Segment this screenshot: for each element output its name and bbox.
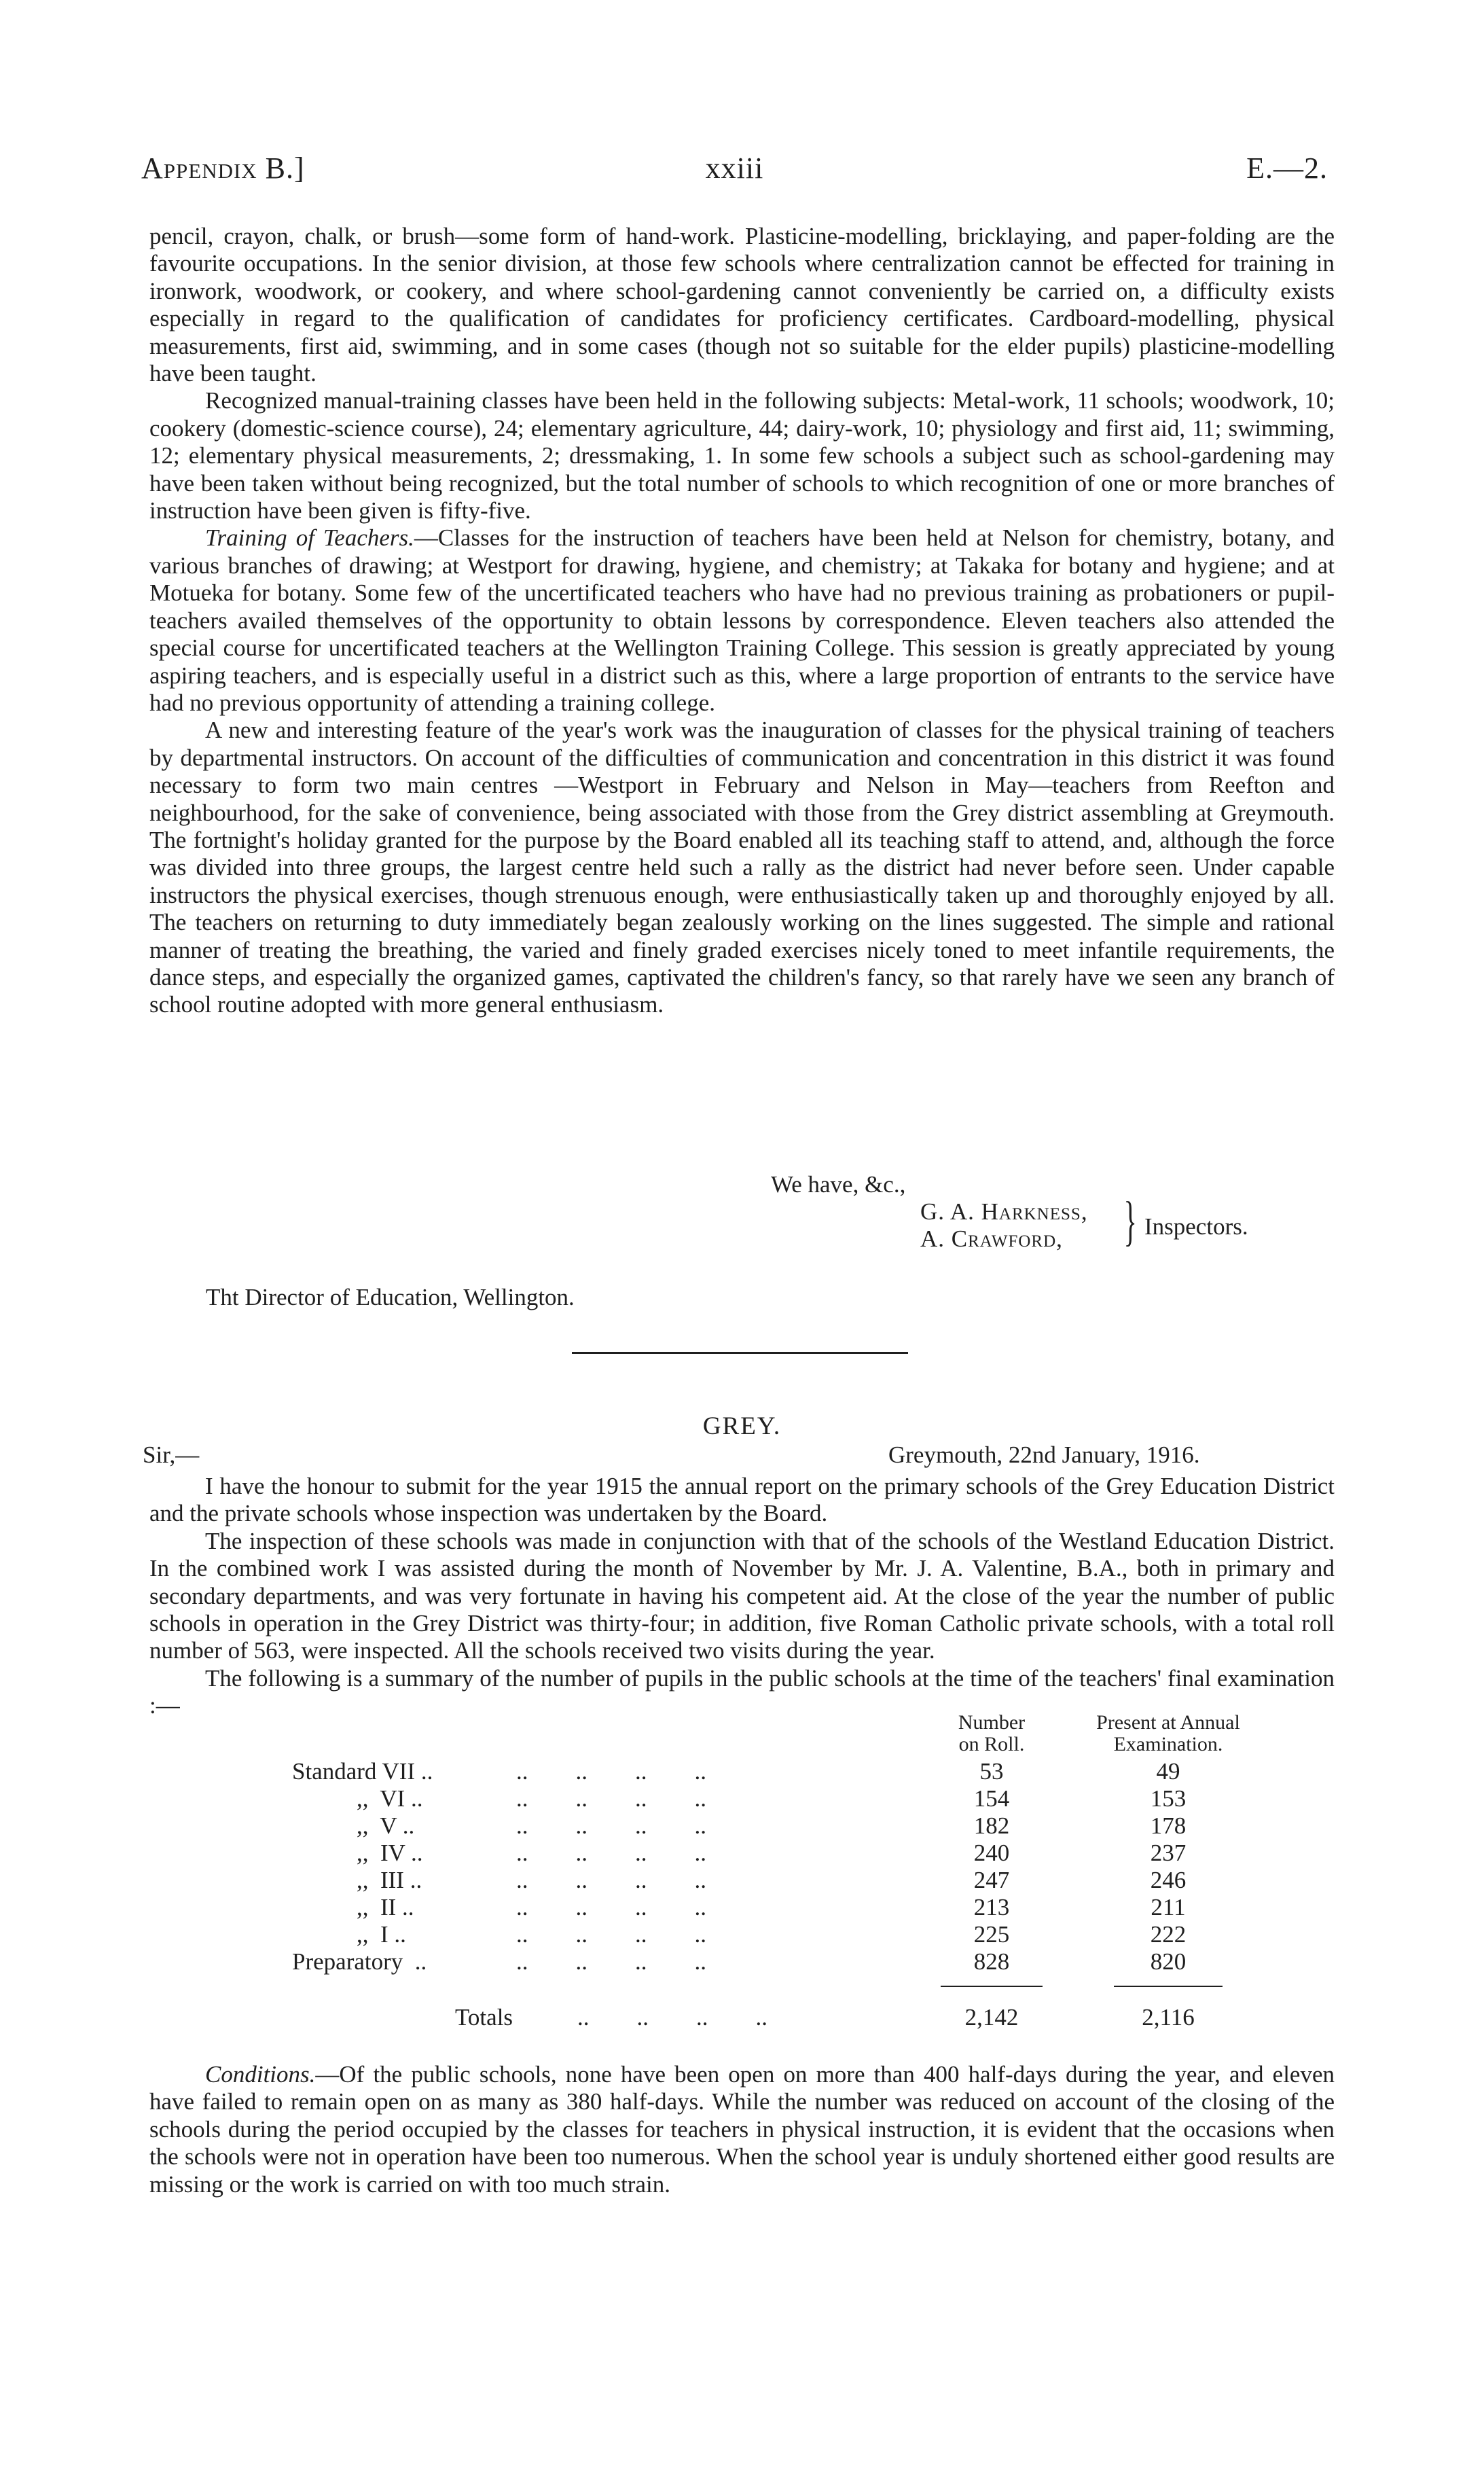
row-label: ,, V .. bbox=[357, 1812, 415, 1839]
cell-exam: 211 bbox=[1151, 1894, 1186, 1920]
paragraph-handwork: pencil, crayon, chalk, or brush—some form of hand-work. Plasticine-modelling, bricklaying, and paper-folding are the favourite occupations. In the senior division, at those few schools where centralization cannot be effected for training in ironwork, woodwork, or cookery, and where school-gardening cannot conveniently be carried on, a difficulty exists especially in regard to the qualification of candidates for proficiency certificates. Cardboard-modelling, physical measurements, first aid, swimming, and in some cases (though not so suitable for the elder pupils) plasticine-modelling have been taught. bbox=[149, 223, 1335, 387]
dot-leaders: .. .. .. .. bbox=[577, 2004, 767, 2030]
total-exam: 2,116 bbox=[1142, 2004, 1195, 2030]
cell-roll: 240 bbox=[973, 1840, 1010, 1866]
cell-roll: 53 bbox=[979, 1758, 1004, 1785]
cell-roll: 828 bbox=[973, 1948, 1010, 1975]
cell-exam: 49 bbox=[1156, 1758, 1180, 1785]
cell-roll: 247 bbox=[973, 1867, 1010, 1893]
table-totals-row bbox=[292, 2004, 1256, 2031]
table-row bbox=[292, 1867, 1256, 1894]
dot-leaders: .. .. .. .. bbox=[516, 1785, 706, 1812]
table-row bbox=[292, 1840, 1256, 1867]
header-appendix: Appendix B.] bbox=[141, 151, 305, 185]
header-document-code: E.—2. bbox=[1246, 151, 1328, 185]
row-label: ,, IV .. bbox=[357, 1840, 423, 1866]
paragraph-intro: I have the honour to submit for the year 1915 the annual report on the primary schools of the Grey Education District and the private schools whose inspection was undertaken by the Board. bbox=[149, 1473, 1335, 1527]
col-header-exam bbox=[1053, 1712, 1284, 1755]
conditions-text bbox=[149, 2061, 1335, 2198]
total-roll: 2,142 bbox=[964, 2004, 1019, 2030]
cell-exam: 246 bbox=[1150, 1867, 1187, 1893]
conditions-body: —Of the public schools, none have been open on more than 400 half-days during the year, and eleven have failed to remain open on as many as 380 half-days. While the number was reduced on account of the closing of the schools during the period occupied by the classes for teachers in physical instruction, it is evident that the occasions when the schools were not in operation have been too numerous. When the school year is unduly shortened either good results are missing or the work is carried on with too much strain. bbox=[149, 2061, 1335, 2198]
sum-rule-exam bbox=[1114, 1986, 1223, 1987]
cell-roll: 182 bbox=[973, 1812, 1010, 1839]
running-header bbox=[141, 151, 1328, 185]
paragraph-conditions bbox=[149, 2061, 1335, 2198]
paragraph-manual-training: Recognized manual-training classes have been held in the following subjects: Metal-work, 11 schools; woodwork, 10; cookery (domestic-science course), 24; elementary agriculture, 44; dairy-work, 10; physiology and first aid, 11; swimming, 12; elementary physical measurements, 2; dressmaking, 1. In some few schools a subject such as school-gardening may have been taken without being recognized, but the total number of schools to which recognition of one or more branches of instruction have been given is fifty-five. bbox=[149, 387, 1335, 524]
table-row bbox=[292, 1785, 1256, 1812]
table-row bbox=[292, 1758, 1256, 1785]
cell-exam: 178 bbox=[1150, 1812, 1187, 1839]
cell-exam: 222 bbox=[1150, 1921, 1187, 1948]
dot-leaders: .. .. .. .. bbox=[516, 1758, 706, 1785]
table-row bbox=[292, 1921, 1256, 1948]
col-header-exam-line1: Present at Annual bbox=[1096, 1711, 1240, 1734]
dot-leaders: .. .. .. .. bbox=[516, 1921, 706, 1948]
salutation: Sir,— bbox=[143, 1442, 200, 1468]
totals-label: Totals bbox=[455, 2004, 513, 2030]
conditions-heading: Conditions. bbox=[205, 2061, 316, 2088]
signatory-role: Inspectors. bbox=[1144, 1213, 1248, 1240]
table-row bbox=[292, 1948, 1256, 1975]
table-row bbox=[292, 1894, 1256, 1921]
col-header-roll bbox=[930, 1712, 1053, 1755]
training-text: —Classes for the instruction of teachers have been held at Nelson for chemistry, botany, and various branches of drawing; at Westport for drawing, hygiene, and chemistry; at Takaka for botany and hygiene; and at Motueka for botany. Some few of the uncertificated teachers who have had no previous training as probationers or pupil-teachers availed themselves of the opportunity to obtain lessons by correspondence. Eleven teachers also attended the special course for uncertificated teachers at the Wellington Training College. This session is greatly appreciated by young aspiring teachers, and is especially useful in a district such as this, where a large proportion of entrants to the service have had no previous opportunity of attending a training college. bbox=[149, 524, 1335, 716]
cell-exam: 153 bbox=[1150, 1785, 1187, 1812]
cell-roll: 225 bbox=[973, 1921, 1010, 1948]
training-heading: Training of Teachers. bbox=[205, 524, 414, 552]
addressee-line: Tht Director of Education, Wellington. bbox=[206, 1284, 575, 1310]
signatory-harkness: G. A. Harkness, bbox=[920, 1198, 1088, 1225]
grey-report-text bbox=[149, 1473, 1335, 1720]
cell-exam: 820 bbox=[1150, 1948, 1187, 1975]
paragraph-inspection: The inspection of these schools was made in conjunction with that of the schools of the Westland Education District. In the combined work I was assisted during the month of November by Mr. J. A. Valentine, B.A., both in primary and secondary departments, and was very fortunate in having his competent aid. At the close of the year the number of public schools in operation in the Grey District was thirty-four; in addition, five Roman Catholic private schools, with a total roll number of 563, were inspected. All the schools received two visits during the year. bbox=[149, 1527, 1335, 1664]
closing-phrase: We have, &c., bbox=[771, 1171, 906, 1198]
header-page-number: xxiii bbox=[705, 151, 764, 185]
table-row bbox=[292, 1812, 1256, 1840]
signatory-names bbox=[920, 1198, 1088, 1253]
section-title-grey: GREY. bbox=[702, 1412, 782, 1440]
dot-leaders: .. .. .. .. bbox=[516, 1948, 706, 1975]
brace-glyph: } bbox=[1123, 1192, 1137, 1251]
dot-leaders: .. .. .. .. bbox=[516, 1812, 706, 1839]
row-label: Standard VII .. bbox=[292, 1758, 433, 1785]
col-header-roll-line2: on Roll. bbox=[958, 1733, 1025, 1755]
cell-exam: 237 bbox=[1150, 1840, 1187, 1866]
nelson-report-text bbox=[149, 223, 1335, 1019]
paragraph-physical-training: A new and interesting feature of the year's work was the inauguration of classes for the physical training of teachers by departmental instructors. On account of the difficulties of communication and concentration in this district it was found necessary to form two main centres —Westport in February and Nelson in May—teachers from Reefton and neighbourhood, for the sake of convenience, being associated with those from the Grey district assembling at Greymouth. The fortnight's holiday granted for the purpose by the Board enabled all its teaching staff to attend, and, although the force was divided into three groups, the largest centre held such a rally as the district had never before seen. Under capable instructors the physical exercises, though strenuous enough, were enthusiastically taken up and thoroughly enjoyed by all. The teachers on returning to duty immediately began zealously working on the lines suggested. The simple and rational manner of treating the breathing, the varied and finely graded exercises nicely toned to meet infantile requirements, the dance steps, and especially the organized games, captivated the children's fancy, so that rarely have we seen any branch of school routine adopted with more general enthusiasm. bbox=[149, 717, 1335, 1018]
row-label: ,, II .. bbox=[357, 1894, 414, 1920]
cell-roll: 154 bbox=[973, 1785, 1010, 1812]
dot-leaders: .. .. .. .. bbox=[516, 1867, 706, 1893]
section-divider bbox=[572, 1352, 908, 1354]
col-header-roll-line1: Number bbox=[958, 1711, 1026, 1734]
sum-rule-roll bbox=[941, 1986, 1043, 1987]
row-label: ,, VI .. bbox=[357, 1785, 423, 1812]
dot-leaders: .. .. .. .. bbox=[516, 1894, 706, 1920]
row-label: ,, I .. bbox=[357, 1921, 406, 1948]
cell-roll: 213 bbox=[973, 1894, 1010, 1920]
dot-leaders: .. .. .. .. bbox=[516, 1840, 706, 1866]
paragraph-summary-intro: The following is a summary of the number of pupils in the public schools at the time of the teachers' final examination :— bbox=[149, 1664, 1335, 1719]
col-header-exam-line2: Examination. bbox=[1113, 1733, 1223, 1755]
signatory-crawford: A. Crawford, bbox=[920, 1225, 1063, 1252]
paragraph-training-of-teachers bbox=[149, 524, 1335, 717]
row-label: Preparatory .. bbox=[292, 1948, 427, 1975]
row-label: ,, III .. bbox=[357, 1867, 422, 1893]
dateline: Greymouth, 22nd January, 1916. bbox=[888, 1442, 1200, 1468]
